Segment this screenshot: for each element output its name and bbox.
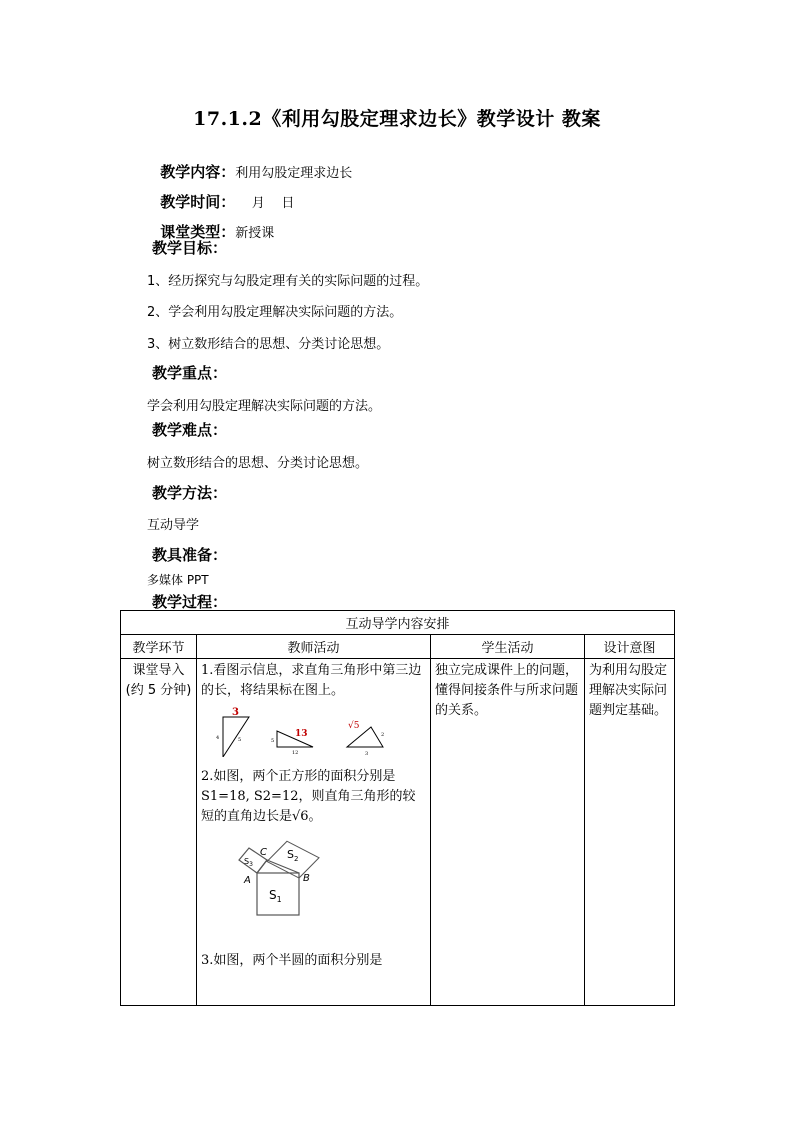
- goal-item-3: 3、树立数形结合的思想、分类讨论思想。: [147, 337, 390, 352]
- difficulty-text: 树立数形结合的思想、分类讨论思想。: [147, 456, 369, 471]
- teacher-question-2: 2.如图，两个正方形的面积分别是S1=18, S2=12，则直角三角形的较短的直角边长是√6。: [201, 769, 416, 824]
- point-c-label: C: [260, 847, 267, 858]
- type-value: 新授课: [235, 226, 275, 241]
- tri2-left-label: 5: [271, 738, 275, 744]
- intent-cell: 为利用勾股定理解决实际问题判定基础。: [585, 659, 675, 1006]
- tri2-hyp-label: 13: [295, 729, 308, 739]
- tri3-left-label: √5: [348, 721, 360, 731]
- table-row: [121, 659, 675, 1006]
- column-header-stage: 教学环节: [121, 635, 197, 659]
- content-value: 利用勾股定理求边长: [235, 166, 353, 181]
- key-point-heading: 教学重点：: [152, 364, 228, 382]
- tri1-left-label: 4: [216, 735, 220, 741]
- time-label: 教学时间：: [160, 193, 236, 211]
- teacher-cell: [197, 659, 431, 1006]
- svg-text:S2: [287, 848, 298, 863]
- s3-label: S: [244, 857, 250, 866]
- tri1-top-label: 3: [232, 707, 239, 718]
- teacher-question-1: 1.看图示信息，求直角三角形中第三边的长，将结果标在图上。: [201, 663, 422, 698]
- column-header-teacher: 教师活动: [197, 635, 431, 659]
- process-table: [120, 610, 675, 1006]
- s2-label: S: [287, 848, 294, 861]
- s1-label: S: [269, 888, 277, 902]
- difficulty-heading: 教学难点：: [152, 421, 228, 439]
- method-heading: 教学方法：: [152, 484, 228, 502]
- s1-subscript: 1: [276, 895, 282, 904]
- type-label: 课堂类型：: [160, 223, 236, 241]
- triangle-1: [223, 717, 249, 757]
- s3-subscript: 3: [249, 861, 253, 868]
- triangles-figure: [201, 707, 391, 757]
- tri2-bottom-label: 12: [292, 750, 299, 756]
- column-header-student: 学生活动: [431, 635, 585, 659]
- method-text: 互动导学: [147, 518, 200, 533]
- squares-figure: [227, 833, 337, 943]
- teacher-question-3: 3.如图，两个半圆的面积分别是: [201, 953, 383, 968]
- tri1-hyp-label: 5: [238, 737, 242, 743]
- stage-cell: 课堂导入(约 5 分钟): [121, 659, 197, 1006]
- content-label: 教学内容：: [160, 163, 236, 181]
- tools-heading: 教具准备：: [152, 546, 228, 564]
- goal-item-1: 1、经历探究与勾股定理有关的实际问题的过程。: [147, 274, 429, 289]
- column-header-intent: 设计意图: [585, 635, 675, 659]
- svg-text:S3: [244, 857, 253, 868]
- point-b-label: B: [303, 873, 310, 884]
- document-title: 17.1.2《利用勾股定理求边长》教学设计 教案: [193, 108, 601, 130]
- leg-ac: [257, 860, 267, 873]
- svg-text:S1: [269, 888, 282, 904]
- square-s1: [257, 873, 299, 915]
- table-caption: 互动导学内容安排: [121, 611, 675, 635]
- goals-heading: 教学目标：: [152, 239, 228, 257]
- tri3-bottom-label: 3: [365, 751, 369, 757]
- process-heading: 教学过程：: [152, 593, 228, 611]
- student-cell: 独立完成课件上的问题，懂得间接条件与所求问题的关系。: [431, 659, 585, 1006]
- time-value: 月 日: [235, 196, 295, 211]
- s2-subscript: 2: [293, 855, 299, 863]
- tools-text: 多媒体 PPT: [147, 573, 209, 587]
- point-a-label: A: [244, 875, 251, 886]
- goal-item-2: 2、学会利用勾股定理解决实际问题的方法。: [147, 305, 403, 320]
- tri3-right-label: 2: [381, 732, 385, 738]
- key-point-text: 学会利用勾股定理解决实际问题的方法。: [147, 399, 382, 414]
